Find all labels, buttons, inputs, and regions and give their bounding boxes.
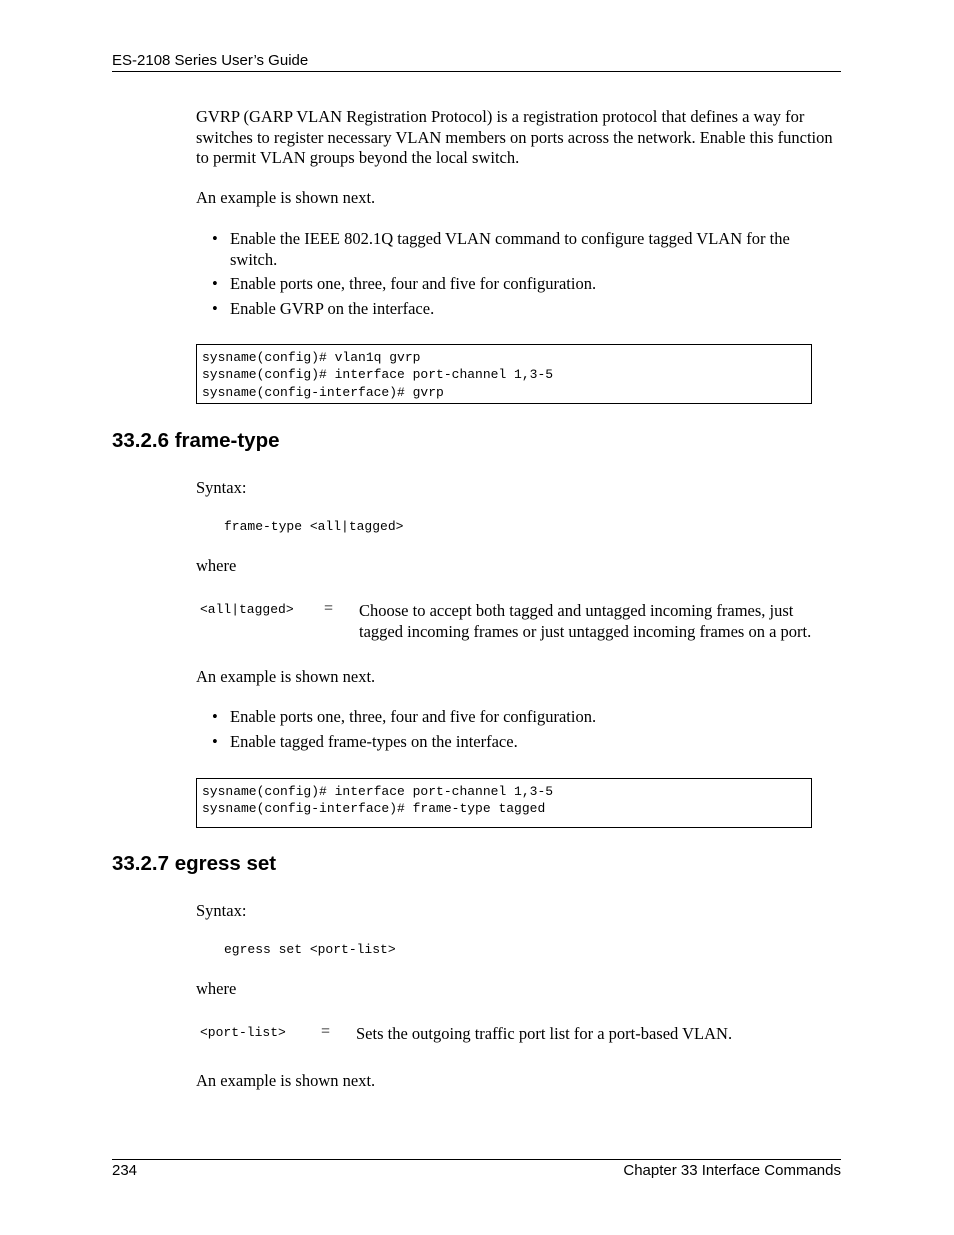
gvrp-paragraph: GVRP (GARP VLAN Registration Protocol) is a registration protocol that defines a way for switches to register necessary VLAN members on ports across the network. Enable this function to permit VLAN groups beyond the local switch.: [196, 107, 833, 167]
parameter-description: Sets the outgoing traffic port list for a port-based VLAN.: [356, 1024, 733, 1043]
gvrp-example-intro: An example is shown next.: [196, 188, 376, 207]
bullet-icon: •: [212, 299, 218, 318]
footer-rule: [112, 1159, 841, 1160]
equals-sign: =: [324, 600, 334, 617]
code-line: sysname(config)# interface port-channel 1,3-5: [202, 367, 554, 383]
parameter-description: Choose to accept both tagged and untagged incoming frames, just tagged incoming frames or just untagged incoming frames on a port.: [359, 601, 812, 641]
code-line: sysname(config-interface)# gvrp: [202, 384, 444, 400]
header-rule: [112, 71, 841, 72]
frame-type-example-intro: An example is shown next.: [196, 667, 376, 686]
running-header: ES-2108 Series User’s Guide: [112, 52, 309, 69]
list-item: • Enable ports one, three, four and five for configuration.: [212, 707, 597, 726]
chapter-title: Chapter 33 Interface Commands: [623, 1162, 841, 1179]
parameter-term: <all|tagged>: [200, 602, 294, 617]
parameter-term: <port-list>: [200, 1025, 286, 1040]
frame-type-code-example: [196, 778, 812, 828]
list-item: • Enable ports one, three, four and five for configuration.: [212, 274, 597, 293]
syntax-label: Syntax:: [196, 478, 247, 497]
list-item: • Enable GVRP on the interface.: [212, 299, 435, 318]
syntax-code: frame-type <all|tagged>: [224, 519, 404, 534]
code-line: sysname(config-interface)# frame-type tagged: [202, 801, 546, 817]
section-heading-egress-set: 33.2.7 egress set: [112, 852, 277, 875]
bullet-icon: •: [212, 274, 218, 293]
syntax-label: Syntax:: [196, 901, 247, 920]
syntax-code: egress set <port-list>: [224, 942, 396, 957]
list-item: • Enable tagged frame-types on the interface.: [212, 732, 518, 751]
code-line: sysname(config)# interface port-channel 1,3-5: [202, 784, 554, 799]
where-label: where: [196, 979, 237, 998]
list-item: • Enable the IEEE 802.1Q tagged VLAN command to configure tagged VLAN for the switch.: [212, 229, 790, 269]
equals-sign: =: [321, 1023, 331, 1040]
where-label: where: [196, 556, 237, 575]
section-heading-frame-type: 33.2.6 frame-type: [112, 429, 280, 452]
code-line: sysname(config)# vlan1q gvrp: [202, 350, 421, 365]
bullet-icon: •: [212, 229, 218, 248]
bullet-icon: •: [212, 707, 218, 726]
bullet-icon: •: [212, 732, 218, 751]
egress-set-example-intro: An example is shown next.: [196, 1071, 376, 1090]
gvrp-code-example: [196, 344, 812, 404]
page-number: 234: [112, 1162, 138, 1179]
